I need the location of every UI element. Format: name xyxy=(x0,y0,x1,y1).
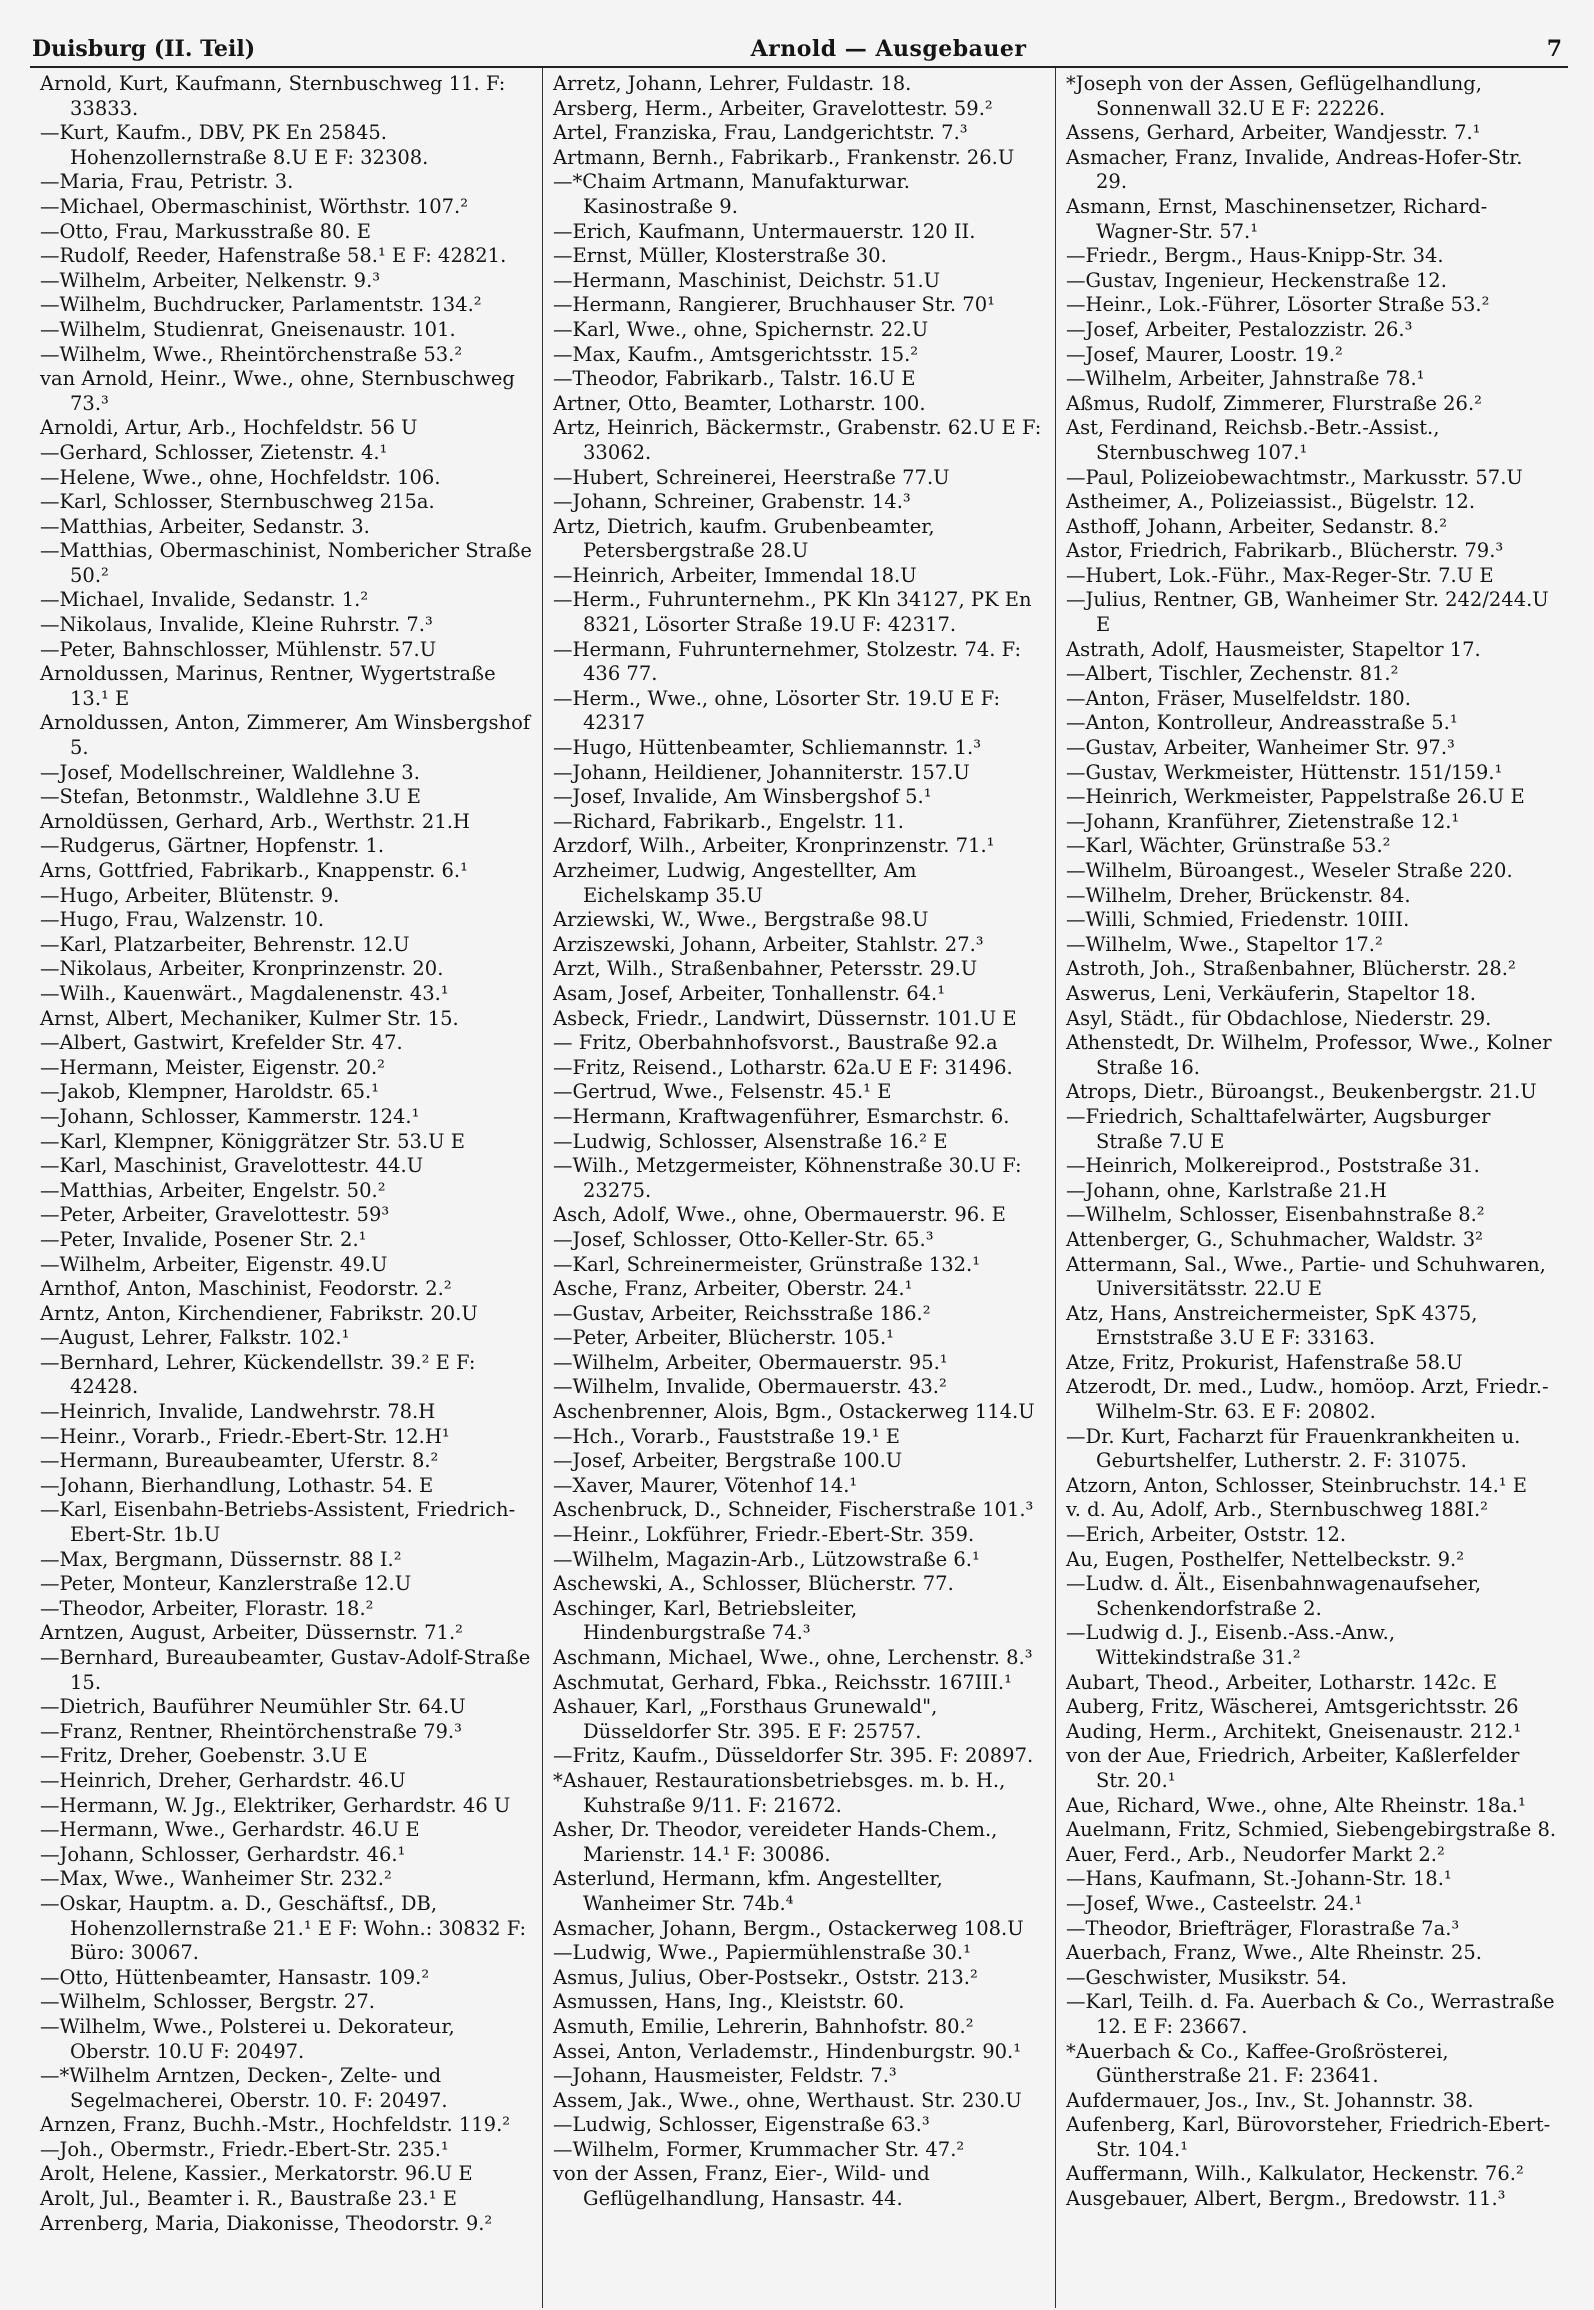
directory-entry: —Jakob, Klempner, Haroldstr. 65.¹ xyxy=(40,1080,380,1104)
directory-entry: —Otto, Frau, Markusstraße 80. E xyxy=(40,219,372,243)
directory-entry: —Hans, Kaufmann, St.-Johann-Str. 18.¹ xyxy=(1066,1867,1452,1891)
directory-entry: —Wilhelm, Arbeiter, Jahnstraße 78.¹ xyxy=(1066,367,1425,391)
directory-entry: *Auerbach & Co., Kaffee-Großrösterei, Güntherstraße 21. F: 23641. xyxy=(1066,2039,1449,2088)
directory-entry: —Julius, Rentner, GB, Wanheimer Str. 242/244.U E xyxy=(1066,588,1549,637)
directory-entry: *Ashauer, Restaurationsbetriebsges. m. b. H., Kuhstraße 9/11. F: 21672. xyxy=(553,1768,1006,1817)
directory-entry: —Josef, Arbeiter, Pestalozzistr. 26.³ xyxy=(1066,317,1413,341)
directory-entry: —Wilhelm, Wwe., Stapeltor 17.² xyxy=(1066,932,1383,956)
directory-entry: Ausgebauer, Albert, Bergm., Bredowstr. 11.³ xyxy=(1066,2187,1506,2211)
directory-entry: —Josef, Wwe., Casteelstr. 24.¹ xyxy=(1066,1891,1363,1915)
directory-entry: —Hugo, Frau, Walzenstr. 10. xyxy=(40,908,325,932)
directory-entry: —Theodor, Fabrikarb., Talstr. 16.U E xyxy=(553,367,916,391)
directory-entry: Assem, Jak., Wwe., ohne, Werthaust. Str. 230.U xyxy=(553,2088,1022,2112)
directory-entry: —Karl, Eisenbahn-Betriebs-Assistent, Friedrich-Ebert-Str. 1b.U xyxy=(40,1498,516,1547)
directory-entry: —Johann, Schlosser, Kammerstr. 124.¹ xyxy=(40,1104,420,1128)
directory-entry: —Theodor, Arbeiter, Florastr. 18.² xyxy=(40,1596,374,1620)
header-center: Arnold — Ausgebauer xyxy=(750,36,1027,62)
directory-entry: — Fritz, Oberbahnhofsvorst., Baustraße 92.a xyxy=(553,1031,998,1055)
directory-entry: —Hugo, Hüttenbeamter, Schliemannstr. 1.³ xyxy=(553,736,982,760)
directory-entry: Auding, Herm., Architekt, Gneisenaustr. 212.¹ xyxy=(1066,1719,1522,1743)
directory-entry: —Max, Kaufm., Amtsgerichtsstr. 15.² xyxy=(553,342,919,366)
directory-entry: —Theodor, Briefträger, Florastraße 7a.³ xyxy=(1066,1916,1460,1940)
directory-entry: —Friedrich, Schalttafelwärter, Augsburger Straße 7.U E xyxy=(1066,1104,1491,1153)
directory-entry: Arns, Gottfried, Fabrikarb., Knappenstr. 6.¹ xyxy=(40,859,468,882)
directory-entry: —Johann, ohne, Karlstraße 21.H xyxy=(1066,1178,1387,1202)
column-1 xyxy=(30,68,542,2308)
directory-entry: Aschinger, Karl, Betriebsleiter, Hindenburgstraße 74.³ xyxy=(553,1596,858,1645)
directory-entry: —Hermann, Kraftwagenführer, Esmarchstr. 6. xyxy=(553,1104,1010,1128)
directory-entry: Aufdermauer, Jos., Inv., St. Johannstr. 38. xyxy=(1066,2088,1474,2112)
directory-entry: Artz, Dietrich, kaufm. Grubenbeamter, Petersbergstraße 28.U xyxy=(553,514,935,563)
directory-entry: —Matthias, Arbeiter, Engelstr. 50.² xyxy=(40,1178,386,1202)
directory-columns xyxy=(30,68,1568,2308)
directory-entry: —Karl, Wwe., ohne, Spichernstr. 22.U xyxy=(553,317,929,341)
directory-entry: Aue, Richard, Wwe., ohne, Alte Rheinstr. 18a.¹ xyxy=(1066,1793,1526,1817)
directory-entry: —Wilhelm, Wwe., Polsterei u. Dekorateur, Oberstr. 10.U F: 20497. xyxy=(40,2014,455,2063)
directory-entry: —Gerhard, Schlosser, Zietenstr. 4.¹ xyxy=(40,440,388,464)
directory-entry: —Paul, Polizeiobewachtmstr., Markusstr. 57.U xyxy=(1066,465,1523,489)
directory-entry: —Hermann, Maschinist, Deichstr. 51.U xyxy=(553,268,941,292)
directory-entry: —Kurt, Kaufm., DBV, PK En 25845. Hohenzollernstraße 8.U E F: 32308. xyxy=(40,121,429,169)
directory-entry: —Ludwig d. J., Eisenb.-Ass.-Anw., Wittekindstraße 31.² xyxy=(1066,1621,1396,1669)
directory-entry: —Willi, Schmied, Friedenstr. 10III. xyxy=(1066,908,1410,932)
directory-entry: Asmussen, Hans, Ing., Kleiststr. 60. xyxy=(553,1990,905,2014)
directory-entry: Aßmus, Rudolf, Zimmerer, Flurstraße 26.² xyxy=(1066,391,1482,415)
page-number: 7 xyxy=(1546,36,1562,62)
directory-entry: —Peter, Monteur, Kanzlerstraße 12.U xyxy=(40,1572,412,1596)
directory-entry: Arsberg, Herm., Arbeiter, Gravelottestr. 59.² xyxy=(553,96,993,120)
directory-entry: —Friedr., Bergm., Haus-Knipp-Str. 34. xyxy=(1066,244,1444,268)
directory-entry: Arziszewski, Johann, Arbeiter, Stahlstr. 27.³ xyxy=(553,932,984,956)
directory-entry: —Geschwister, Musikstr. 54. xyxy=(1066,1965,1348,1989)
directory-entry: —Hermann, Rangierer, Bruchhauser Str. 70¹ xyxy=(553,293,995,317)
directory-entry: —Fritz, Dreher, Goebenstr. 3.U E xyxy=(40,1744,368,1768)
directory-entry: Arnoldussen, Anton, Zimmerer, Am Winsbergshof 5. xyxy=(40,711,531,760)
directory-entry: —Wilhelm, Former, Krummacher Str. 47.² xyxy=(553,2137,965,2161)
directory-entry: —Heinrich, Arbeiter, Immendal 18.U xyxy=(553,563,917,587)
directory-entry: —Heinr., Lok.-Führer, Lösorter Straße 53.² xyxy=(1066,293,1490,317)
directory-entry: —Karl, Schreinermeister, Grünstraße 132.¹ xyxy=(553,1252,981,1276)
directory-entry: —Wilhelm, Buchdrucker, Parlamentstr. 134.² xyxy=(40,293,482,317)
directory-entry: —Fritz, Kaufm., Düsseldorfer Str. 395. F: 20897. xyxy=(553,1744,1034,1768)
directory-entry: —Karl, Klempner, Königgrätzer Str. 53.U E xyxy=(40,1129,465,1153)
directory-entry: —Hugo, Arbeiter, Blütenstr. 9. xyxy=(40,883,340,907)
directory-entry: Arnoldüssen, Gerhard, Arb., Werthstr. 21.H xyxy=(40,809,470,833)
directory-entry: —Erich, Kaufmann, Untermauerstr. 120 II. xyxy=(553,219,976,243)
directory-entry: —Josef, Maurer, Loostr. 19.² xyxy=(1066,342,1343,366)
directory-entry: —Heinrich, Molkereiprod., Poststraße 31. xyxy=(1066,1154,1480,1178)
directory-entry: Atze, Fritz, Prokurist, Hafenstraße 58.U xyxy=(1066,1350,1463,1374)
directory-entry: —Hch., Vorarb., Fauststraße 19.¹ E xyxy=(553,1424,901,1448)
directory-entry: Auberg, Fritz, Wäscherei, Amtsgerichtsstr. 26 xyxy=(1066,1695,1519,1719)
directory-entry: Assens, Gerhard, Arbeiter, Wandjesstr. 7.¹ xyxy=(1066,121,1481,145)
directory-entry: —Wilhelm, Magazin-Arb., Lützowstraße 6.¹ xyxy=(553,1547,980,1571)
directory-entry: —Wilh., Metzgermeister, Köhnenstraße 30.U F: 23275. xyxy=(553,1154,1022,1202)
directory-entry: —Gustav, Werkmeister, Hüttenstr. 151/159.¹ xyxy=(1066,760,1503,784)
directory-entry: Aswerus, Leni, Verkäuferin, Stapeltor 18. xyxy=(1066,981,1476,1005)
directory-entry: —Ernst, Müller, Klosterstraße 30. xyxy=(553,244,887,268)
directory-entry: Arnzen, Franz, Buchh.-Mstr., Hochfeldstr. 119.² xyxy=(40,2113,511,2137)
directory-entry: —Peter, Bahnschlosser, Mühlenstr. 57.U xyxy=(40,637,437,661)
directory-entry: —Karl, Maschinist, Gravelottestr. 44.U xyxy=(40,1154,424,1178)
directory-entry: Arzt, Wilh., Straßenbahner, Petersstr. 29.U xyxy=(553,957,978,981)
directory-entry: —Hermann, W. Jg., Elektriker, Gerhardstr. 46 U xyxy=(40,1793,511,1817)
directory-entry: —Bernhard, Bureaubeamter, Gustav-Adolf-Straße 15. xyxy=(40,1646,531,1694)
directory-entry: —Dr. Kurt, Facharzt für Frauenkrankheiten u. Geburtshelfer, Lutherstr. 2. F: 31075. xyxy=(1066,1424,1521,1473)
directory-entry: —Wilhelm, Invalide, Obermauerstr. 43.² xyxy=(553,1375,947,1399)
directory-entry: —Franz, Rentner, Rheintörchenstraße 79.³ xyxy=(40,1719,462,1743)
directory-entry: —Wilhelm, Büroangest., Weseler Straße 220. xyxy=(1066,859,1513,882)
directory-entry: —Karl, Teilh. d. Fa. Auerbach & Co., Werrastraße 12. E F: 23667. xyxy=(1066,1990,1555,2038)
directory-entry: —Wilhelm, Studienrat, Gneisenaustr. 101. xyxy=(40,317,456,341)
directory-entry: —Anton, Fräser, Muselfeldstr. 180. xyxy=(1066,686,1411,710)
directory-entry: —Otto, Hüttenbeamter, Hansastr. 109.² xyxy=(40,1965,430,1989)
directory-entry: Aschenbruck, D., Schneider, Fischerstraße 101.³ xyxy=(553,1498,1034,1522)
directory-entry: —Karl, Platzarbeiter, Behrenstr. 12.U xyxy=(40,932,410,956)
directory-entry: Arzdorf, Wilh., Arbeiter, Kronprinzenstr. 71.¹ xyxy=(553,834,995,858)
directory-entry: —Gustav, Arbeiter, Reichsstraße 186.² xyxy=(553,1301,931,1325)
directory-entry: van Arnold, Heinr., Wwe., ohne, Sternbuschweg 73.³ xyxy=(40,367,515,415)
directory-entry: Arnold, Kurt, Kaufmann, Sternbuschweg 11. F: 33833. xyxy=(40,72,506,120)
directory-entry: —Albert, Tischler, Zechenstr. 81.² xyxy=(1066,662,1399,686)
directory-entry: —Josef, Schlosser, Otto-Keller-Str. 65.³ xyxy=(553,1227,934,1251)
directory-entry: Astroth, Joh., Straßenbahner, Blücherstr. 28.² xyxy=(1066,957,1516,981)
directory-entry: —Heinr., Lokführer, Friedr.-Ebert-Str. 359. xyxy=(553,1523,975,1547)
directory-entry: Auerbach, Franz, Wwe., Alte Rheinstr. 25. xyxy=(1066,1941,1482,1965)
directory-entry: Artner, Otto, Beamter, Lotharstr. 100. xyxy=(553,391,926,415)
directory-entry: —Ludw. d. Ält., Eisenbahnwagenaufseher, Schenkendorfstraße 2. xyxy=(1066,1572,1482,1620)
directory-entry: —Wilhelm, Schlosser, Eisenbahnstraße 8.² xyxy=(1066,1203,1485,1227)
directory-entry: Arolt, Helene, Kassier., Merkatorstr. 96.U E xyxy=(40,2162,473,2186)
directory-entry: —Ludwig, Wwe., Papiermühlenstraße 30.¹ xyxy=(553,1941,971,1965)
directory-entry: —Gertrud, Wwe., Felsenstr. 45.¹ E xyxy=(553,1080,892,1104)
directory-entry: —Wilhelm, Dreher, Brückenstr. 84. xyxy=(1066,883,1411,907)
directory-entry: —Johann, Hausmeister, Feldstr. 7.³ xyxy=(553,2064,897,2088)
directory-entry: Asam, Josef, Arbeiter, Tonhallenstr. 64.¹ xyxy=(553,981,946,1005)
directory-entry: —Rudgerus, Gärtner, Hopfenstr. 1. xyxy=(40,834,385,858)
directory-entry: —Max, Wwe., Wanheimer Str. 232.² xyxy=(40,1867,392,1891)
directory-entry: —Fritz, Reisend., Lotharstr. 62a.U E F: 31496. xyxy=(553,1055,1013,1079)
directory-entry: Asch, Adolf, Wwe., ohne, Obermauerstr. 96. E xyxy=(553,1203,1006,1227)
directory-entry: Atz, Hans, Anstreichermeister, SpK 4375, Ernststraße 3.U E F: 33163. xyxy=(1066,1301,1478,1350)
directory-entry: Auffermann, Wilh., Kalkulator, Heckenstr. 76.² xyxy=(1066,2162,1524,2186)
directory-entry: —Heinrich, Werkmeister, Pappelstraße 26.U E xyxy=(1066,785,1525,809)
directory-entry: —Johann, Bierhandlung, Lothastr. 54. E xyxy=(40,1473,434,1497)
directory-entry: —Nikolaus, Invalide, Kleine Ruhrstr. 7.³ xyxy=(40,613,433,637)
directory-entry: Asyl, Städt., für Obdachlose, Niederstr. 29. xyxy=(1066,1006,1492,1030)
directory-entry: —Hermann, Wwe., Gerhardstr. 46.U E xyxy=(40,1818,420,1842)
directory-entry: Aubart, Theod., Arbeiter, Lotharstr. 142c. E xyxy=(1066,1670,1498,1694)
directory-entry: Arnthof, Anton, Maschinist, Feodorstr. 2.² xyxy=(40,1277,452,1301)
directory-entry: Asmuth, Emilie, Lehrerin, Bahnhofstr. 80.² xyxy=(553,2014,974,2038)
directory-entry: —Hermann, Bureaubeamter, Uferstr. 8.² xyxy=(40,1449,439,1473)
directory-entry: Asher, Dr. Theodor, vereideter Hands-Chem., Marienstr. 14.¹ F: 30086. xyxy=(553,1818,998,1866)
directory-entry: Arretz, Johann, Lehrer, Fuldastr. 18. xyxy=(553,72,912,95)
directory-entry: —Hermann, Meister, Eigenstr. 20.² xyxy=(40,1055,386,1079)
directory-entry: von der Assen, Franz, Eier-, Wild- und Geflügelhandlung, Hansastr. 44. xyxy=(553,2162,930,2211)
directory-entry: —Wilhelm, Schlosser, Bergstr. 27. xyxy=(40,1990,375,2014)
directory-entry: —Karl, Schlosser, Sternbuschweg 215a. xyxy=(40,490,435,514)
directory-entry: —Peter, Arbeiter, Gravelottestr. 59³ xyxy=(40,1203,390,1227)
directory-entry: Astrath, Adolf, Hausmeister, Stapeltor 17. xyxy=(1066,637,1481,661)
directory-entry: —Johann, Schreiner, Grabenstr. 14.³ xyxy=(553,490,911,514)
directory-entry: Au, Eugen, Posthelfer, Nettelbeckstr. 9.² xyxy=(1066,1547,1465,1571)
directory-entry: —Nikolaus, Arbeiter, Kronprinzenstr. 20. xyxy=(40,957,444,981)
directory-entry: Arnoldi, Artur, Arb., Hochfeldstr. 56 U xyxy=(40,416,418,440)
directory-entry: —Herm., Fuhrunternehm., PK Kln 34127, PK En 8321, Lösorter Straße 19.U F: 42317. xyxy=(553,588,1032,637)
directory-entry: Asche, Franz, Arbeiter, Oberstr. 24.¹ xyxy=(553,1277,913,1301)
directory-entry: —Hubert, Lok.-Führ., Max-Reger-Str. 7.U E xyxy=(1066,563,1494,587)
directory-entry: Asmann, Ernst, Maschinensetzer, Richard-Wagner-Str. 57.¹ xyxy=(1066,194,1488,243)
directory-entry: —Matthias, Obermaschinist, Nombericher Straße 50.² xyxy=(40,539,532,587)
directory-entry: Aschewski, A., Schlosser, Blücherstr. 77. xyxy=(553,1572,954,1596)
directory-entry: Aschmann, Michael, Wwe., ohne, Lerchenstr. 8.³ xyxy=(553,1646,1033,1669)
directory-entry: Arzheimer, Ludwig, Angestellter, Am Eichelskamp 35.U xyxy=(553,859,917,907)
directory-entry: —Heinrich, Invalide, Landwehrstr. 78.H xyxy=(40,1400,436,1424)
directory-entry: Artel, Franziska, Frau, Landgerichtstr. 7.³ xyxy=(553,121,968,145)
directory-entry: —Peter, Invalide, Posener Str. 2.¹ xyxy=(40,1227,367,1251)
directory-entry: Atzerodt, Dr. med., Ludw., homöop. Arzt, Friedr.-Wilhelm-Str. 63. E F: 20802. xyxy=(1066,1375,1549,1424)
directory-entry: —Rudolf, Reeder, Hafenstraße 58.¹ E F: 42821. xyxy=(40,244,507,268)
directory-entry: von der Aue, Friedrich, Arbeiter, Kaßlerfelder Str. 20.¹ xyxy=(1066,1744,1520,1792)
directory-entry: —Wilh., Kauenwärt., Magdalenenstr. 43.¹ xyxy=(40,981,449,1005)
directory-entry: —Karl, Wächter, Grünstraße 53.² xyxy=(1066,834,1391,858)
directory-entry: Assei, Anton, Verlademstr., Hindenburgstr. 90.¹ xyxy=(553,2039,1022,2063)
directory-entry: Arntz, Anton, Kirchendiener, Fabrikstr. 20.U xyxy=(40,1301,478,1325)
directory-entry: Arnst, Albert, Mechaniker, Kulmer Str. 15. xyxy=(40,1006,459,1030)
directory-entry: Atzorn, Anton, Schlosser, Steinbruchstr. 14.¹ E xyxy=(1066,1473,1528,1497)
directory-entry: Arnoldussen, Marinus, Rentner, Wygertstraße 13.¹ E xyxy=(40,662,496,710)
directory-entry: Asmacher, Franz, Invalide, Andreas-Hofer-Str. 29. xyxy=(1066,145,1523,194)
directory-entry: —Maria, Frau, Petristr. 3. xyxy=(40,170,294,194)
directory-entry: Asmacher, Johann, Bergm., Ostackerweg 108.U xyxy=(553,1916,1024,1940)
directory-entry: —Dietrich, Bauführer Neumühler Str. 64.U xyxy=(40,1695,466,1719)
directory-entry: —*Wilhelm Arntzen, Decken-, Zelte- und Segelmacherei, Oberstr. 10. F: 20497. xyxy=(40,2064,448,2112)
directory-entry: —Heinr., Vorarb., Friedr.-Ebert-Str. 12.H¹ xyxy=(40,1424,450,1448)
page-header xyxy=(30,36,1568,68)
directory-entry: Arrenberg, Maria, Diakonisse, Theodorstr. 9.² xyxy=(40,2211,493,2235)
directory-entry: —Johann, Kranführer, Zietenstraße 12.¹ xyxy=(1066,809,1460,833)
directory-entry: —Stefan, Betonmstr., Waldlehne 3.U E xyxy=(40,785,421,809)
directory-entry: —August, Lehrer, Falkstr. 102.¹ xyxy=(40,1326,350,1350)
directory-entry: —Richard, Fabrikarb., Engelstr. 11. xyxy=(553,809,904,833)
directory-entry: *Joseph von der Assen, Geflügelhandlung, Sonnenwall 32.U E F: 22226. xyxy=(1066,72,1482,120)
directory-entry: —Ludwig, Schlosser, Eigenstraße 63.³ xyxy=(553,2113,930,2137)
directory-entry: Aschmutat, Gerhard, Fbkа., Reichsstr. 167III.¹ xyxy=(553,1670,1012,1694)
directory-entry: Arolt, Jul., Beamter i. R., Baustraße 23.¹ E xyxy=(40,2187,457,2211)
directory-entry: Athenstedt, Dr. Wilhelm, Professor, Wwe., Kolner Straße 16. xyxy=(1066,1031,1552,1079)
directory-entry: —Josef, Modellschreiner, Waldlehne 3. xyxy=(40,760,420,784)
directory-entry: —Wilhelm, Wwe., Rheintörchenstraße 53.² xyxy=(40,342,463,366)
directory-entry: —Heinrich, Dreher, Gerhardstr. 46.U xyxy=(40,1768,406,1792)
directory-entry: Asterlund, Hermann, kfm. Angestellter, Wanheimer Str. 74b.⁴ xyxy=(553,1867,943,1915)
directory-entry: Auelmann, Fritz, Schmied, Siebengebirgstraße 8. xyxy=(1066,1818,1557,1842)
directory-entry: Artz, Heinrich, Bäckermstr., Grabenstr. 62.U E F: 33062. xyxy=(553,416,1042,464)
directory-entry: —Josef, Arbeiter, Bergstraße 100.U xyxy=(553,1449,903,1473)
directory-entry: —Wilhelm, Arbeiter, Obermauerstr. 95.¹ xyxy=(553,1350,948,1374)
directory-entry: —Anton, Kontrolleur, Andreasstraße 5.¹ xyxy=(1066,711,1458,735)
column-2 xyxy=(542,68,1055,2308)
directory-entry: —Helene, Wwe., ohne, Hochfeldstr. 106. xyxy=(40,465,441,489)
directory-entry: Astor, Friedrich, Fabrikarb., Blücherstr. 79.³ xyxy=(1066,539,1504,563)
directory-entry: —Wilhelm, Arbeiter, Eigenstr. 49.U xyxy=(40,1252,388,1276)
directory-entry: —Michael, Obermaschinist, Wörthstr. 107.² xyxy=(40,194,469,218)
directory-entry: —Hubert, Schreinerei, Heerstraße 77.U xyxy=(553,465,950,489)
directory-entry: —Oskar, Hauptm. a. D., Geschäftsf., DB, Hohenzollernstraße 21.¹ E F: Wohn.: 30832 F: Büro: 30067. xyxy=(40,1891,527,1965)
directory-entry: Artmann, Bernh., Fabrikarb., Frankenstr. 26.U xyxy=(553,145,1015,169)
directory-entry: —Herm., Wwe., ohne, Lösorter Str. 19.U E F: 42317 xyxy=(553,686,1001,735)
directory-entry: —Gustav, Arbeiter, Wanheimer Str. 97.³ xyxy=(1066,736,1455,760)
directory-entry: Asbeck, Friedr., Landwirt, Düssernstr. 101.U E xyxy=(553,1006,1017,1030)
directory-entry: Ast, Ferdinand, Reichsb.-Betr.-Assist., Sternbuschweg 107.¹ xyxy=(1066,416,1440,464)
directory-entry: Asmus, Julius, Ober-Postsekr., Oststr. 213.² xyxy=(553,1965,978,1989)
directory-entry: Aufenberg, Karl, Bürovorsteher, Friedrich-Ebert-Str. 104.¹ xyxy=(1066,2113,1551,2161)
directory-entry: —*Chaim Artmann, Manufakturwar. Kasinostraße 9. xyxy=(553,170,910,218)
directory-entry: Aschenbrenner, Alois, Bgm., Ostackerweg 114.U xyxy=(553,1400,1035,1424)
directory-entry: Auer, Ferd., Arb., Neudorfer Markt 2.² xyxy=(1066,1842,1445,1866)
directory-entry: —Bernhard, Lehrer, Kückendellstr. 39.² E F: 42428. xyxy=(40,1350,476,1399)
directory-entry: —Max, Bergmann, Düssernstr. 88 I.² xyxy=(40,1547,402,1571)
directory-entry: —Erich, Arbeiter, Oststr. 12. xyxy=(1066,1523,1347,1547)
directory-entry: —Matthias, Arbeiter, Sedanstr. 3. xyxy=(40,514,370,538)
directory-entry: —Albert, Gastwirt, Krefelder Str. 47. xyxy=(40,1031,403,1055)
column-3 xyxy=(1055,68,1568,2308)
directory-entry: Asthoff, Johann, Arbeiter, Sedanstr. 8.² xyxy=(1066,514,1448,538)
directory-entry: Arntzen, August, Arbeiter, Düssernstr. 71.² xyxy=(40,1621,463,1645)
directory-entry: Attermann, Sal., Wwe., Partie- und Schuhwaren, Universitätsstr. 22.U E xyxy=(1066,1252,1546,1301)
directory-entry: —Michael, Invalide, Sedanstr. 1.² xyxy=(40,588,369,612)
directory-entry: Arziewski, W., Wwe., Bergstraße 98.U xyxy=(553,908,929,932)
directory-entry: —Gustav, Ingenieur, Heckenstraße 12. xyxy=(1066,268,1447,292)
directory-entry: Ashauer, Karl, „Forsthaus Grunewald", Düsseldorfer Str. 395. E F: 25757. xyxy=(553,1695,938,1743)
directory-entry: Astheimer, A., Polizeiassist., Bügelstr. 12. xyxy=(1066,490,1476,514)
directory-entry: —Johann, Schlosser, Gerhardstr. 46.¹ xyxy=(40,1842,406,1866)
directory-entry: —Joh., Obermstr., Friedr.-Ebert-Str. 235.¹ xyxy=(40,2137,449,2161)
directory-entry: —Xaver, Maurer, Vötenhof 14.¹ xyxy=(553,1473,858,1497)
directory-entry: —Wilhelm, Arbeiter, Nelkenstr. 9.³ xyxy=(40,268,381,292)
directory-entry: —Peter, Arbeiter, Blücherstr. 105.¹ xyxy=(553,1326,894,1350)
directory-entry: —Johann, Heildiener, Johanniterstr. 157.U xyxy=(553,760,970,784)
directory-entry: Atrops, Dietr., Büroangst., Beukenbergstr. 21.U xyxy=(1066,1080,1537,1104)
directory-entry: —Hermann, Fuhrunternehmer, Stolzestr. 74. F: 436 77. xyxy=(553,637,1022,686)
directory-entry: —Josef, Invalide, Am Winsbergshof 5.¹ xyxy=(553,785,932,809)
directory-entry: —Ludwig, Schlosser, Alsenstraße 16.² E xyxy=(553,1129,948,1153)
directory-entry: v. d. Au, Adolf, Arb., Sternbuschweg 188I.² xyxy=(1066,1498,1488,1522)
directory-entry: Attenberger, G., Schuhmacher, Waldstr. 3² xyxy=(1066,1227,1483,1251)
header-left: Duisburg (II. Teil) xyxy=(32,36,256,62)
